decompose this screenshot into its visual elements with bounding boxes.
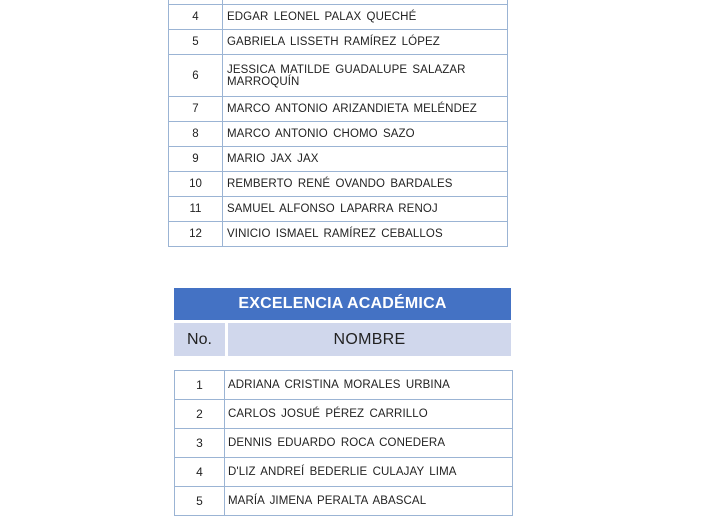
table-row bbox=[175, 458, 513, 487]
row-name: CARLOS JOSUÉ PÉREZ CARRILLO bbox=[225, 400, 513, 429]
row-number: 5 bbox=[169, 30, 223, 55]
table-row bbox=[169, 147, 508, 172]
table-row bbox=[169, 55, 508, 97]
table-row bbox=[175, 429, 513, 458]
previous-list-table bbox=[168, 0, 508, 247]
row-number: 9 bbox=[169, 147, 223, 172]
table-row bbox=[169, 172, 508, 197]
table-row bbox=[169, 30, 508, 55]
row-number: 10 bbox=[169, 172, 223, 197]
row-number: 5 bbox=[175, 487, 225, 516]
table-row bbox=[169, 97, 508, 122]
row-number: 2 bbox=[175, 400, 225, 429]
row-name: JESSICA MATILDE GUADALUPE SALAZAR MARROQUÍN bbox=[223, 55, 508, 97]
row-number: 8 bbox=[169, 122, 223, 147]
row-number: 7 bbox=[169, 97, 223, 122]
excellence-list-table bbox=[174, 370, 513, 516]
row-name: VINICIO ISMAEL RAMÍREZ CEBALLOS bbox=[223, 222, 508, 247]
table-row bbox=[169, 5, 508, 30]
table-row bbox=[169, 222, 508, 247]
row-name: DENNIS EDUARDO ROCA CONEDERA bbox=[225, 429, 513, 458]
row-name: GABRIELA LISSETH RAMÍREZ LÓPEZ bbox=[223, 30, 508, 55]
row-name: EDGAR LEONEL PALAX QUECHÉ bbox=[223, 5, 508, 30]
row-name: MARÍA JIMENA PERALTA ABASCAL bbox=[225, 487, 513, 516]
row-name: SAMUEL ALFONSO LAPARRA RENOJ bbox=[223, 197, 508, 222]
table-row bbox=[175, 487, 513, 516]
row-number: 11 bbox=[169, 197, 223, 222]
row-number: 4 bbox=[169, 5, 223, 30]
row-number: 4 bbox=[175, 458, 225, 487]
row-name: MARCO ANTONIO CHOMO SAZO bbox=[223, 122, 508, 147]
row-name: D'LIZ ANDREÍ BEDERLIE CULAJAY LIMA bbox=[225, 458, 513, 487]
row-name: ADRIANA CRISTINA MORALES URBINA bbox=[225, 371, 513, 400]
row-number: 12 bbox=[169, 222, 223, 247]
row-name: MARCO ANTONIO ARIZANDIETA MELÉNDEZ bbox=[223, 97, 508, 122]
table-row bbox=[169, 197, 508, 222]
column-header-number: No. bbox=[174, 323, 225, 356]
column-header-row bbox=[174, 323, 511, 356]
table-row bbox=[169, 122, 508, 147]
column-header-name: NOMBRE bbox=[228, 323, 511, 356]
row-name: MARIO JAX JAX bbox=[223, 147, 508, 172]
section-title: EXCELENCIA ACADÉMICA bbox=[174, 288, 511, 320]
row-name: REMBERTO RENÉ OVANDO BARDALES bbox=[223, 172, 508, 197]
table-row bbox=[175, 371, 513, 400]
row-number: 6 bbox=[169, 55, 223, 97]
row-number: 3 bbox=[175, 429, 225, 458]
table-row bbox=[175, 400, 513, 429]
row-number: 1 bbox=[175, 371, 225, 400]
